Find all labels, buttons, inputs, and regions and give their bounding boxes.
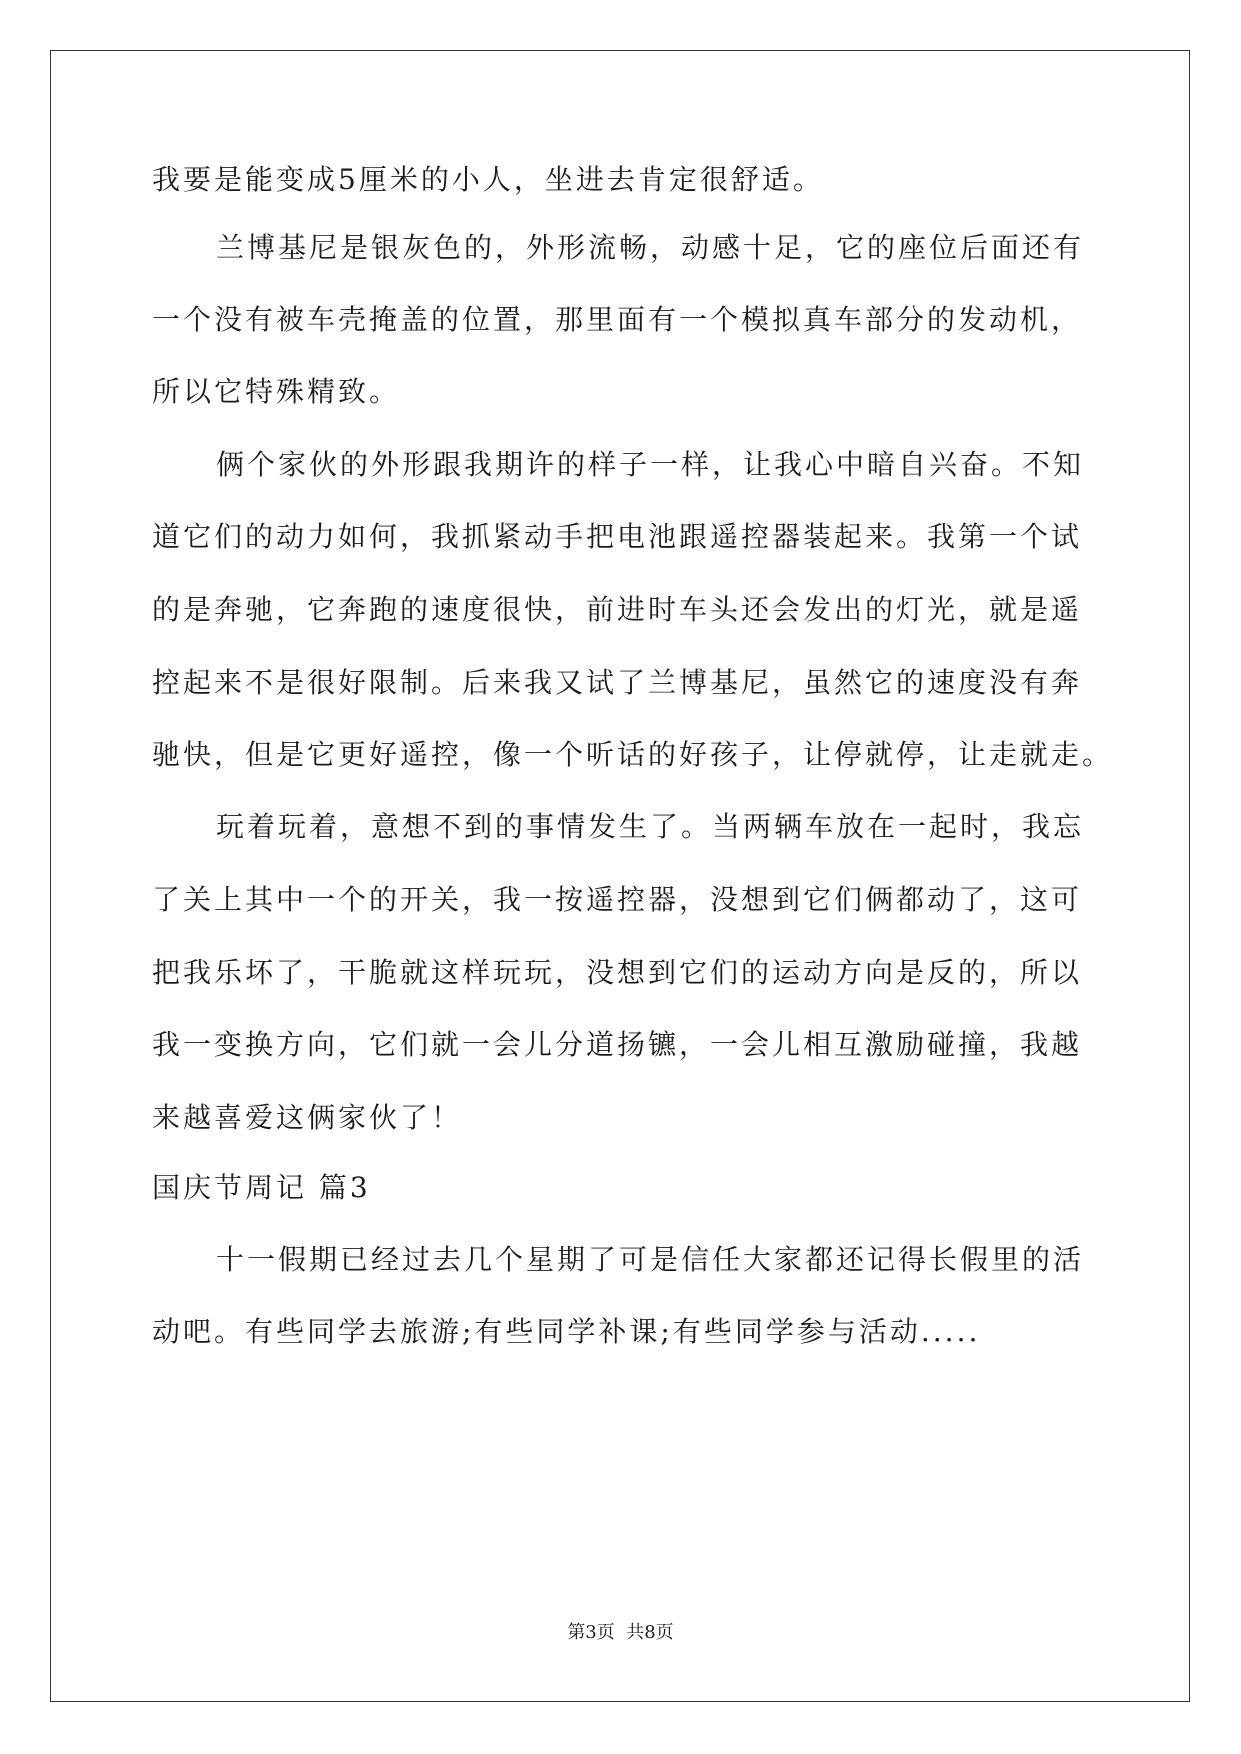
section-heading: 国庆节周记 篇3 (152, 1171, 371, 1204)
text-line: 我一变换方向，它们就一会儿分道扬镳，一会儿相互激励碰撞，我越 (152, 1028, 1083, 1061)
text-line: 控起来不是很好限制。后来我又试了兰博基尼，虽然它的速度没有奔 (152, 666, 1083, 699)
paragraph-first-line: 十一假期已经过去几个星期了可是信任大家都还记得长假里的活 (216, 1243, 1085, 1276)
text-line: 道它们的动力如何，我抓紧动手把电池跟遥控器装起来。我第一个试 (152, 520, 1083, 553)
page-border (50, 50, 1190, 1702)
paragraph-first-line: 兰博基尼是银灰色的，外形流畅，动感十足，它的座位后面还有 (216, 231, 1085, 264)
text-line: 来越喜爱这俩家伙了！ (152, 1101, 463, 1134)
text-line: 我要是能变成5厘米的小人，坐进去肯定很舒适。 (152, 163, 824, 196)
text-line: 所以它特殊精致。 (152, 375, 401, 408)
text-line: 了关上其中一个的开关，我一按遥控器，没想到它们俩都动了，这可 (152, 883, 1083, 916)
text-line: 动吧。有些同学去旅游;有些同学补课;有些同学参与活动..... (152, 1315, 981, 1348)
page-number-footer: 第3页 共8页 (567, 1622, 674, 1643)
paragraph-first-line: 俩个家伙的外形跟我期许的样子一样，让我心中暗自兴奋。不知 (216, 448, 1085, 481)
text-line: 的是奔驰，它奔跑的速度很快，前进时车头还会发出的灯光，就是遥 (152, 593, 1083, 626)
paragraph-first-line: 玩着玩着，意想不到的事情发生了。当两辆车放在一起时，我忘 (216, 810, 1085, 843)
text-line: 一个没有被车壳掩盖的位置，那里面有一个模拟真车部分的发动机， (152, 303, 1083, 336)
text-line: 驰快，但是它更好遥控，像一个听话的好孩子，让停就停，让走就走。 (152, 738, 1114, 771)
text-line: 把我乐坏了，干脆就这样玩玩，没想到它们的运动方向是反的，所以 (152, 956, 1083, 989)
